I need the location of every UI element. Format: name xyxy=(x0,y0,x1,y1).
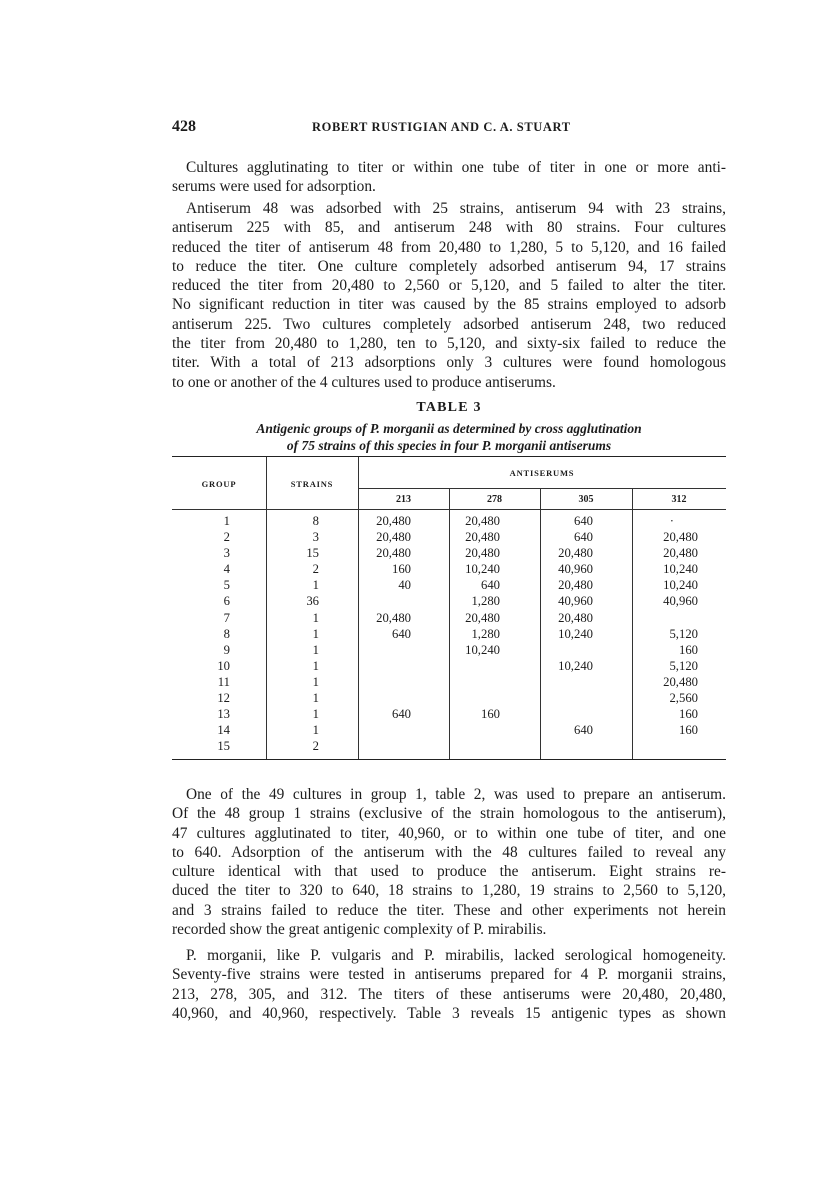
table-row xyxy=(172,530,726,546)
cell-strains: 1 xyxy=(312,642,319,657)
cell-titer-312: 40,960 xyxy=(663,594,698,609)
column-header-antiserums: ANTISERUMS xyxy=(509,468,575,478)
text-line: culture identical with that used to produce the antiserum. Eight strains re- xyxy=(172,863,726,881)
cell-titer-213: 640 xyxy=(391,707,411,722)
table-row xyxy=(172,562,726,578)
table-row xyxy=(172,739,726,755)
text-line: reduced the titer from 20,480 to 2,560 or 5,120, and 5 failed to alter the titer. xyxy=(172,277,726,295)
page-number: 428 xyxy=(172,118,196,135)
cell-strains: 3 xyxy=(312,530,319,545)
cell-strains: 1 xyxy=(312,610,319,625)
cell-titer-278: 1,280 xyxy=(471,594,500,609)
table-title: TABLE 3 xyxy=(416,400,482,415)
cell-group: 5 xyxy=(223,578,230,593)
table-row xyxy=(172,546,726,562)
cell-strains: 1 xyxy=(312,626,319,641)
paragraph-adsorption-results xyxy=(172,199,726,392)
cell-titer-312: 10,240 xyxy=(663,578,698,593)
cell-titer-278: 20,480 xyxy=(465,530,500,545)
cell-strains: 1 xyxy=(312,723,319,738)
table-row xyxy=(172,659,726,675)
column-header-312: 312 xyxy=(671,494,687,505)
cell-titer-305: 640 xyxy=(573,530,593,545)
cell-strains: 1 xyxy=(312,707,319,722)
text-line: reduced the titer of antiserum 48 from 20,480 to 1,280, 5 to 5,120, and 16 failed xyxy=(172,238,726,256)
cell-group: 12 xyxy=(217,691,230,706)
cell-group: 7 xyxy=(223,610,230,625)
text-line: to one or another of the 4 cultures used to produce antiserums. xyxy=(172,373,556,391)
table-body xyxy=(172,514,726,755)
text-line: 47 cultures agglutinated to titer, 40,960, or to within one tube of titer, and one xyxy=(172,824,726,842)
text-line: No significant reduction in titer was caused by the 85 strains employed to adsorb xyxy=(172,296,726,314)
cell-group: 8 xyxy=(223,626,230,641)
text-line: antiserum 225. Two cultures completely adsorbed antiserum 248, two reduced xyxy=(172,315,726,333)
cell-titer-312: 5,120 xyxy=(669,626,698,641)
cell-strains: 1 xyxy=(312,658,319,673)
table-row xyxy=(172,514,726,530)
page-header xyxy=(172,118,698,140)
cell-titer-305: 640 xyxy=(573,514,593,528)
cell-titer-305: 640 xyxy=(573,723,593,738)
column-header-305: 305 xyxy=(578,494,594,505)
cell-titer-278: 1,280 xyxy=(471,626,500,641)
table-caption-line: of 75 strains of this species in four P. morganii antiserums xyxy=(286,438,612,453)
cell-strains: 1 xyxy=(312,578,319,593)
cell-group: 3 xyxy=(223,546,230,561)
text-line: duced the titer to 320 to 640, 18 strains to 1,280, 19 strains to 2,560 to 5,120, xyxy=(172,882,726,900)
text-line: Of the 48 group 1 strains (exclusive of the strain homologous to the antiserum), xyxy=(172,805,726,823)
cell-titer-312: 160 xyxy=(678,723,698,738)
column-header-278: 278 xyxy=(487,494,502,505)
text-line: Cultures agglutinating to titer or within one tube of titer in one or more anti- xyxy=(186,159,726,176)
cell-titer-305: 10,240 xyxy=(558,626,593,641)
text-line: Seventy-five strains were tested in antiserums prepared for 4 P. morganii strains, xyxy=(172,966,726,984)
text-line: Antiserum 48 was adsorbed with 25 strains, antiserum 94 with 23 strains, xyxy=(186,200,726,217)
cell-titer-305: 20,480 xyxy=(558,610,593,625)
cell-strains: 1 xyxy=(312,691,319,706)
cell-group: 1 xyxy=(223,514,230,528)
table-row xyxy=(172,707,726,723)
header-rule xyxy=(358,488,726,489)
table-row xyxy=(172,691,726,707)
table-caption xyxy=(172,420,726,454)
cell-titer-305: 40,960 xyxy=(558,562,593,577)
text-line: antiserum 225 with 85, and antiserum 248 with 80 strains. Four cultures xyxy=(172,219,726,237)
cell-titer-278: 10,240 xyxy=(465,642,500,657)
text-line: recorded show the great antigenic complexity of P. mirabilis. xyxy=(172,921,547,939)
column-header-strains: STRAINS xyxy=(290,479,334,489)
cell-titer-305: 10,240 xyxy=(558,658,593,673)
cell-titer-312: 20,480 xyxy=(663,530,698,545)
cell-titer-213: 40 xyxy=(398,578,411,593)
cell-group: 14 xyxy=(217,723,230,738)
cell-titer-312: · xyxy=(669,514,674,528)
cell-titer-305: 20,480 xyxy=(558,546,593,561)
table-row xyxy=(172,578,726,594)
cell-titer-312: 160 xyxy=(678,642,698,657)
paragraph-adsorption-criteria xyxy=(172,158,726,197)
cell-group: 2 xyxy=(223,530,230,545)
text-line: to 640. Adsorption of the antiserum with the 48 cultures failed to reveal any xyxy=(172,843,726,861)
cell-group: 13 xyxy=(217,707,230,722)
cell-titer-213: 20,480 xyxy=(376,546,411,561)
cell-group: 10 xyxy=(217,658,230,673)
text-line: One of the 49 cultures in group 1, table 2, was used to prepare an antiserum. xyxy=(186,786,726,803)
text-line: serums were used for adsorption. xyxy=(172,178,376,196)
cell-titer-278: 160 xyxy=(480,707,500,722)
header-rule xyxy=(172,509,726,510)
cell-titer-278: 640 xyxy=(480,578,500,593)
text-line: 213, 278, 305, and 312. The titers of these antiserums were 20,480, 20,480, xyxy=(172,985,726,1003)
table-row xyxy=(172,627,726,643)
cell-strains: 15 xyxy=(306,546,319,561)
running-head: ROBERT RUSTIGIAN AND C. A. STUART xyxy=(312,120,571,134)
paragraph-mirabilis-group1 xyxy=(172,785,726,939)
text-line: the titer from 20,480 to 1,280, ten to 5,120, and sixty-six failed to reduce the xyxy=(172,335,726,353)
cell-group: 11 xyxy=(217,674,230,689)
cell-titer-305: 20,480 xyxy=(558,578,593,593)
text-line: and 3 strains failed to reduce the titer. These and other experiments not herein xyxy=(172,901,726,919)
cell-titer-312: 2,560 xyxy=(669,691,698,706)
table-row xyxy=(172,723,726,739)
cell-titer-312: 5,120 xyxy=(669,658,698,673)
cell-titer-278: 10,240 xyxy=(465,562,500,577)
text-line: 40,960, and 40,960, respectively. Table 3 reveals 15 antigenic types as shown xyxy=(172,1004,726,1022)
cell-group: 6 xyxy=(223,594,230,609)
cell-titer-278: 20,480 xyxy=(465,514,500,528)
cell-titer-278: 20,480 xyxy=(465,610,500,625)
cell-titer-213: 640 xyxy=(391,626,411,641)
column-header-group: GROUP xyxy=(201,479,237,489)
cell-titer-312: 10,240 xyxy=(663,562,698,577)
cell-group: 4 xyxy=(223,562,230,577)
cell-titer-312: 20,480 xyxy=(663,674,698,689)
table-row xyxy=(172,643,726,659)
cell-strains: 8 xyxy=(312,514,319,528)
table-row xyxy=(172,675,726,691)
cell-strains: 2 xyxy=(312,739,319,754)
antigenic-groups-table xyxy=(172,456,726,760)
paragraph-morganii xyxy=(172,946,726,1023)
cell-titer-312: 20,480 xyxy=(663,546,698,561)
table-caption-line: Antigenic groups of P. morganii as determined by cross agglutination xyxy=(256,421,642,436)
cell-strains: 36 xyxy=(306,594,319,609)
text-line: titer. With a total of 213 adsorptions only 3 cultures were found homologous xyxy=(172,354,726,372)
table-row xyxy=(172,594,726,610)
table-row xyxy=(172,611,726,627)
cell-titer-213: 20,480 xyxy=(376,530,411,545)
cell-titer-305: 40,960 xyxy=(558,594,593,609)
cell-titer-213: 20,480 xyxy=(376,610,411,625)
cell-titer-278: 20,480 xyxy=(465,546,500,561)
text-line: to reduce the titer. One culture completely adsorbed antiserum 94, 17 strains xyxy=(172,257,726,275)
text-line: P. morganii, like P. vulgaris and P. mirabilis, lacked serological homogeneity. xyxy=(186,947,726,964)
cell-strains: 1 xyxy=(312,674,319,689)
cell-titer-312: 160 xyxy=(678,707,698,722)
column-header-213: 213 xyxy=(396,494,411,505)
cell-group: 9 xyxy=(223,642,230,657)
cell-titer-213: 20,480 xyxy=(376,514,411,528)
cell-group: 15 xyxy=(217,739,230,754)
cell-strains: 2 xyxy=(312,562,319,577)
cell-titer-213: 160 xyxy=(391,562,411,577)
